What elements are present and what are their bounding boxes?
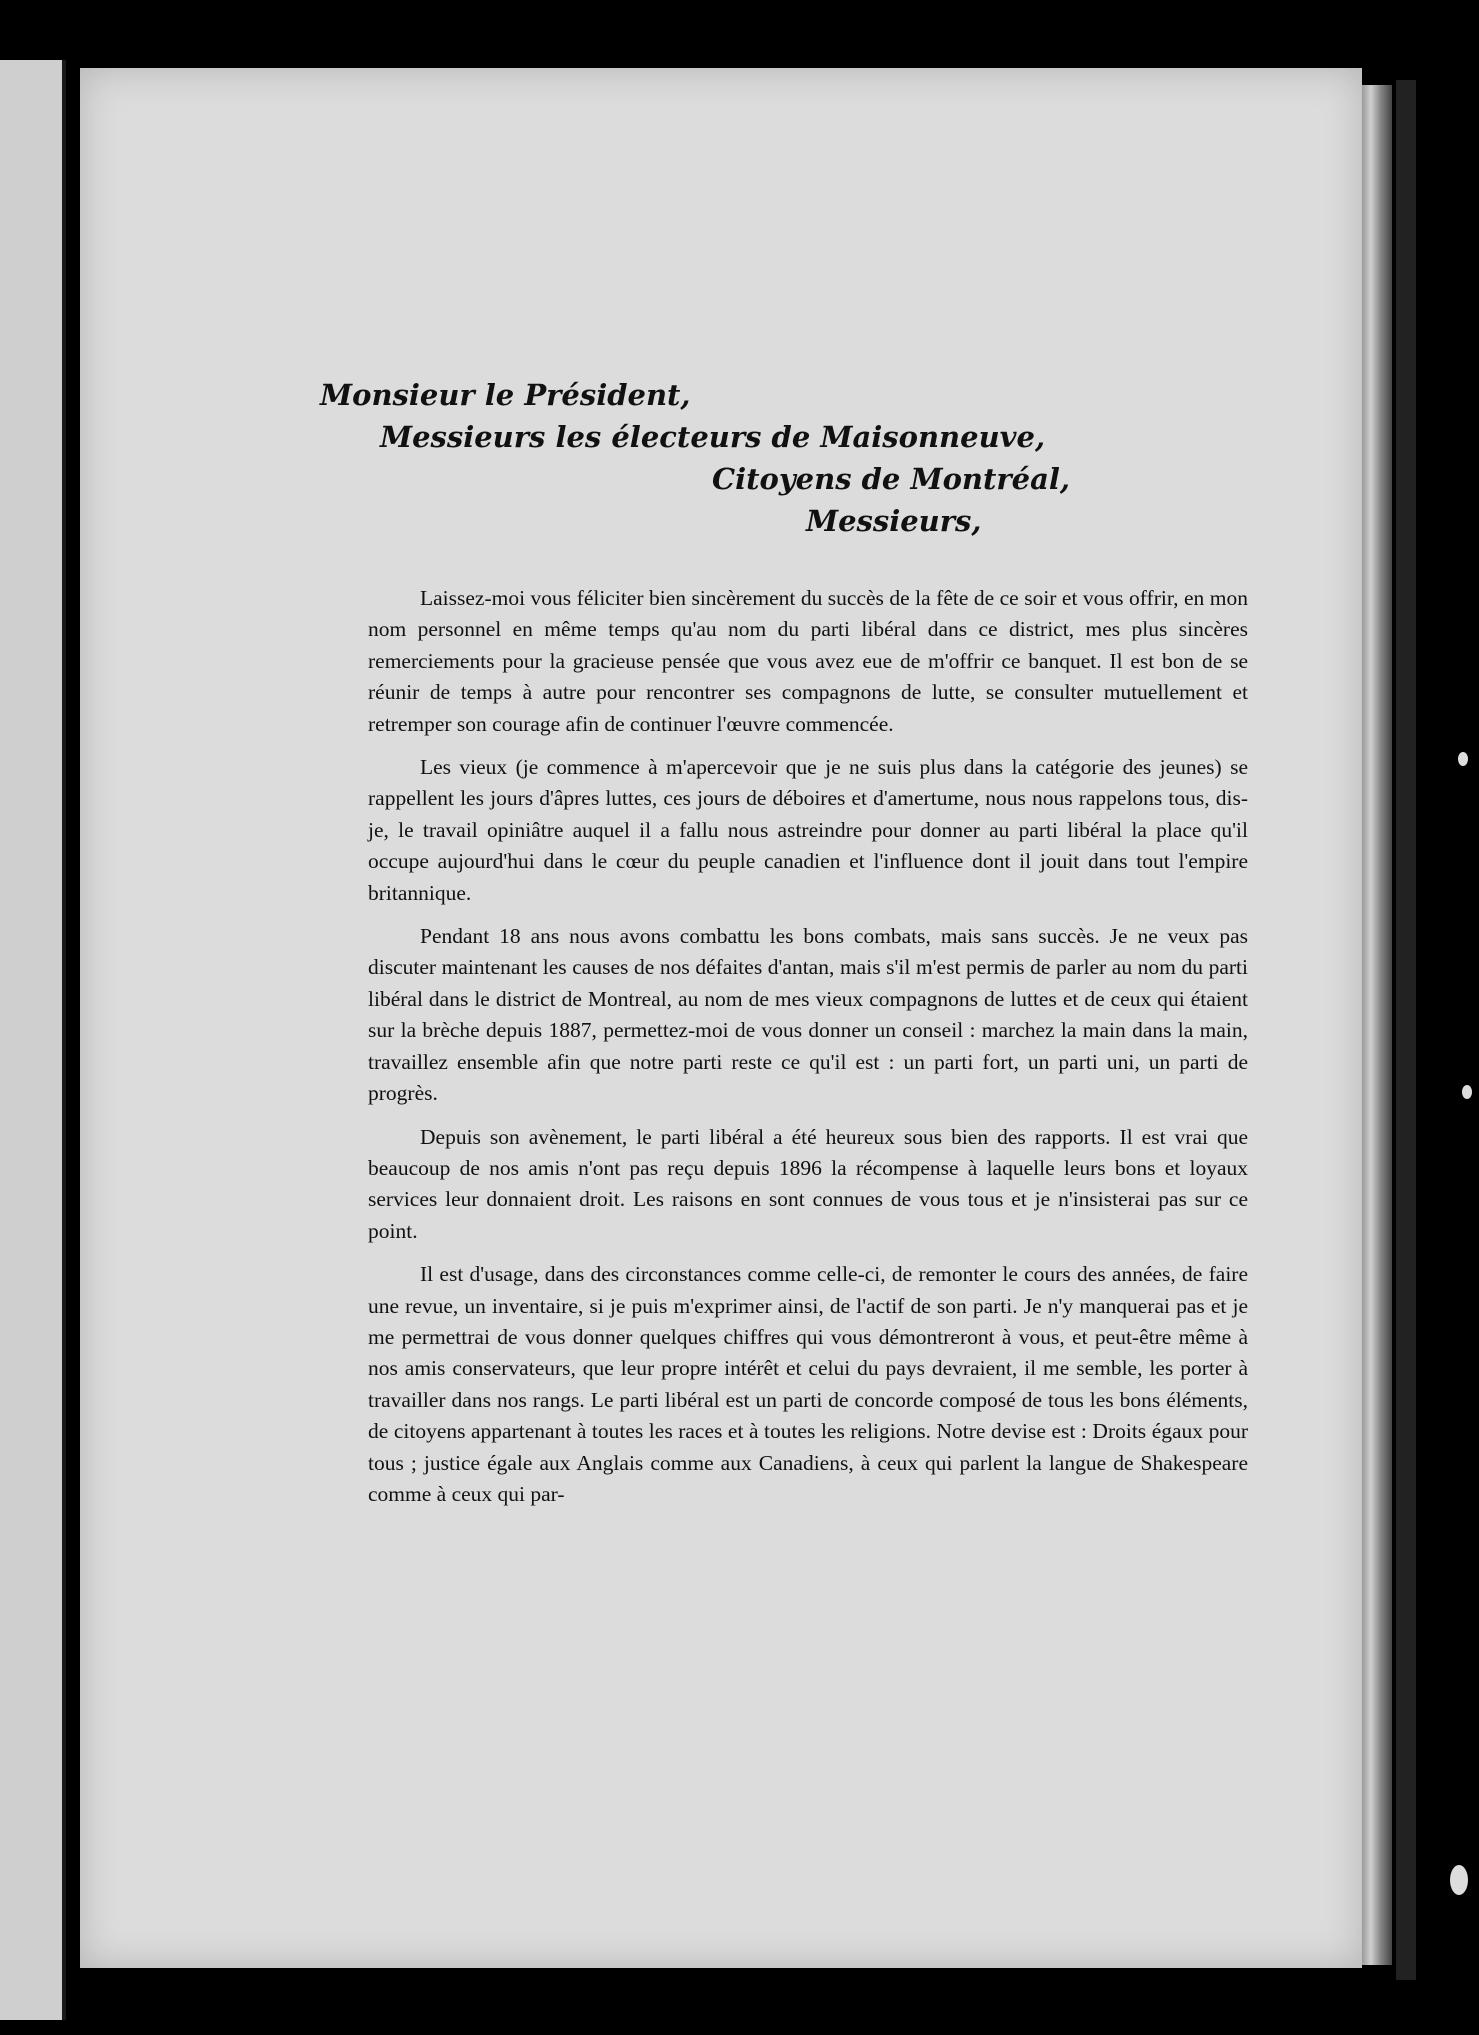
salutation-line-electeurs: Messieurs les électeurs de Maisonneuve, xyxy=(380,420,1046,454)
book-binding xyxy=(1396,80,1416,1980)
previous-page-edge xyxy=(0,60,66,2020)
paragraph: Pendant 18 ans nous avons combattu les bons combats, mais sans succès. Je ne veux pas discuter maintenant les causes de nos défaites d'antan, mais s'il m'est permis de parler au nom du parti libéral dans le district de Montreal, au nom de mes vieux compagnons de luttes et de ceux qui étaient sur la brèche depuis 1887, permettez-moi de vous donner un conseil : marchez la main dans la main, travaillez ensemble afin que notre parti reste ce qu'il est : un parti fort, un parti uni, un parti de progrès. xyxy=(368,924,1248,1106)
paragraph: Depuis son avènement, le parti libéral a été heureux sous bien des rapports. Il est vrai que beaucoup de nos amis n'ont pas reçu depuis 1896 la récompense à laquelle leurs bons et loyaux services leur donnaient droit. Les raisons en sont connues de vous tous et je n'insisterai pas sur ce point. xyxy=(368,1124,1248,1243)
scan-speck xyxy=(1462,1085,1472,1099)
scan-speck xyxy=(1458,752,1468,766)
salutation-line-citoyens: Citoyens de Montréal, xyxy=(712,462,1071,496)
paragraph: Les vieux (je commence à m'apercevoir que je ne suis plus dans la catégorie des jeunes) se rappellent les jours d'âpres luttes, ces jours de déboires et d'amertume, nous nous rappelons tous, dis-je, le travail opiniâtre auquel il a fallu nous astreindre pour donner au parti libéral la place qu'il occupe aujourd'hui dans le cœur du peuple canadien et l'influence dont il jouit dans tout l'empire britannique. xyxy=(368,755,1248,905)
speech-body xyxy=(368,583,1248,1522)
salutation-line-president: Monsieur le Président, xyxy=(320,378,691,412)
paragraph: Laissez-moi vous féliciter bien sincèrement du succès de la fête de ce soir et vous offrir, en mon nom personnel en même temps qu'au nom du parti libéral dans ce district, mes plus sincères remerciements pour la gracieuse pensée que vous avez eue de m'offrir ce banquet. Il est bon de se réunir de temps à autre pour rencontrer ses compagnons de lutte, se consulter mutuellement et retremper son courage afin de continuer l'œuvre commencée. xyxy=(368,586,1248,736)
paragraph: Il est d'usage, dans des circonstances comme celle-ci, de remonter le cours des années, de faire une revue, un inventaire, si je puis m'exprimer ainsi, de l'actif de son parti. Je n'y manquerai pas et je me permettrai de vous donner quelques chiffres qui vous démontreront à vous, et peut-être même à nos amis conservateurs, que leur propre intérêt et celui du pays devraient, il me semble, les porter à travailler dans nos rangs. Le parti libéral est un parti de concorde composé de tous les bons éléments, de citoyens appartenant à toutes les races et à toutes les religions. Notre devise est : Droits égaux pour tous ; justice égale aux Anglais comme aux Canadiens, à ceux qui parlent la langue de Shakespeare comme à ceux qui par- xyxy=(368,1262,1248,1506)
scan-speck xyxy=(1450,1865,1468,1895)
document-page xyxy=(80,68,1362,1968)
salutation-line-messieurs: Messieurs, xyxy=(806,504,982,538)
page-stack-edge xyxy=(1362,85,1392,1965)
